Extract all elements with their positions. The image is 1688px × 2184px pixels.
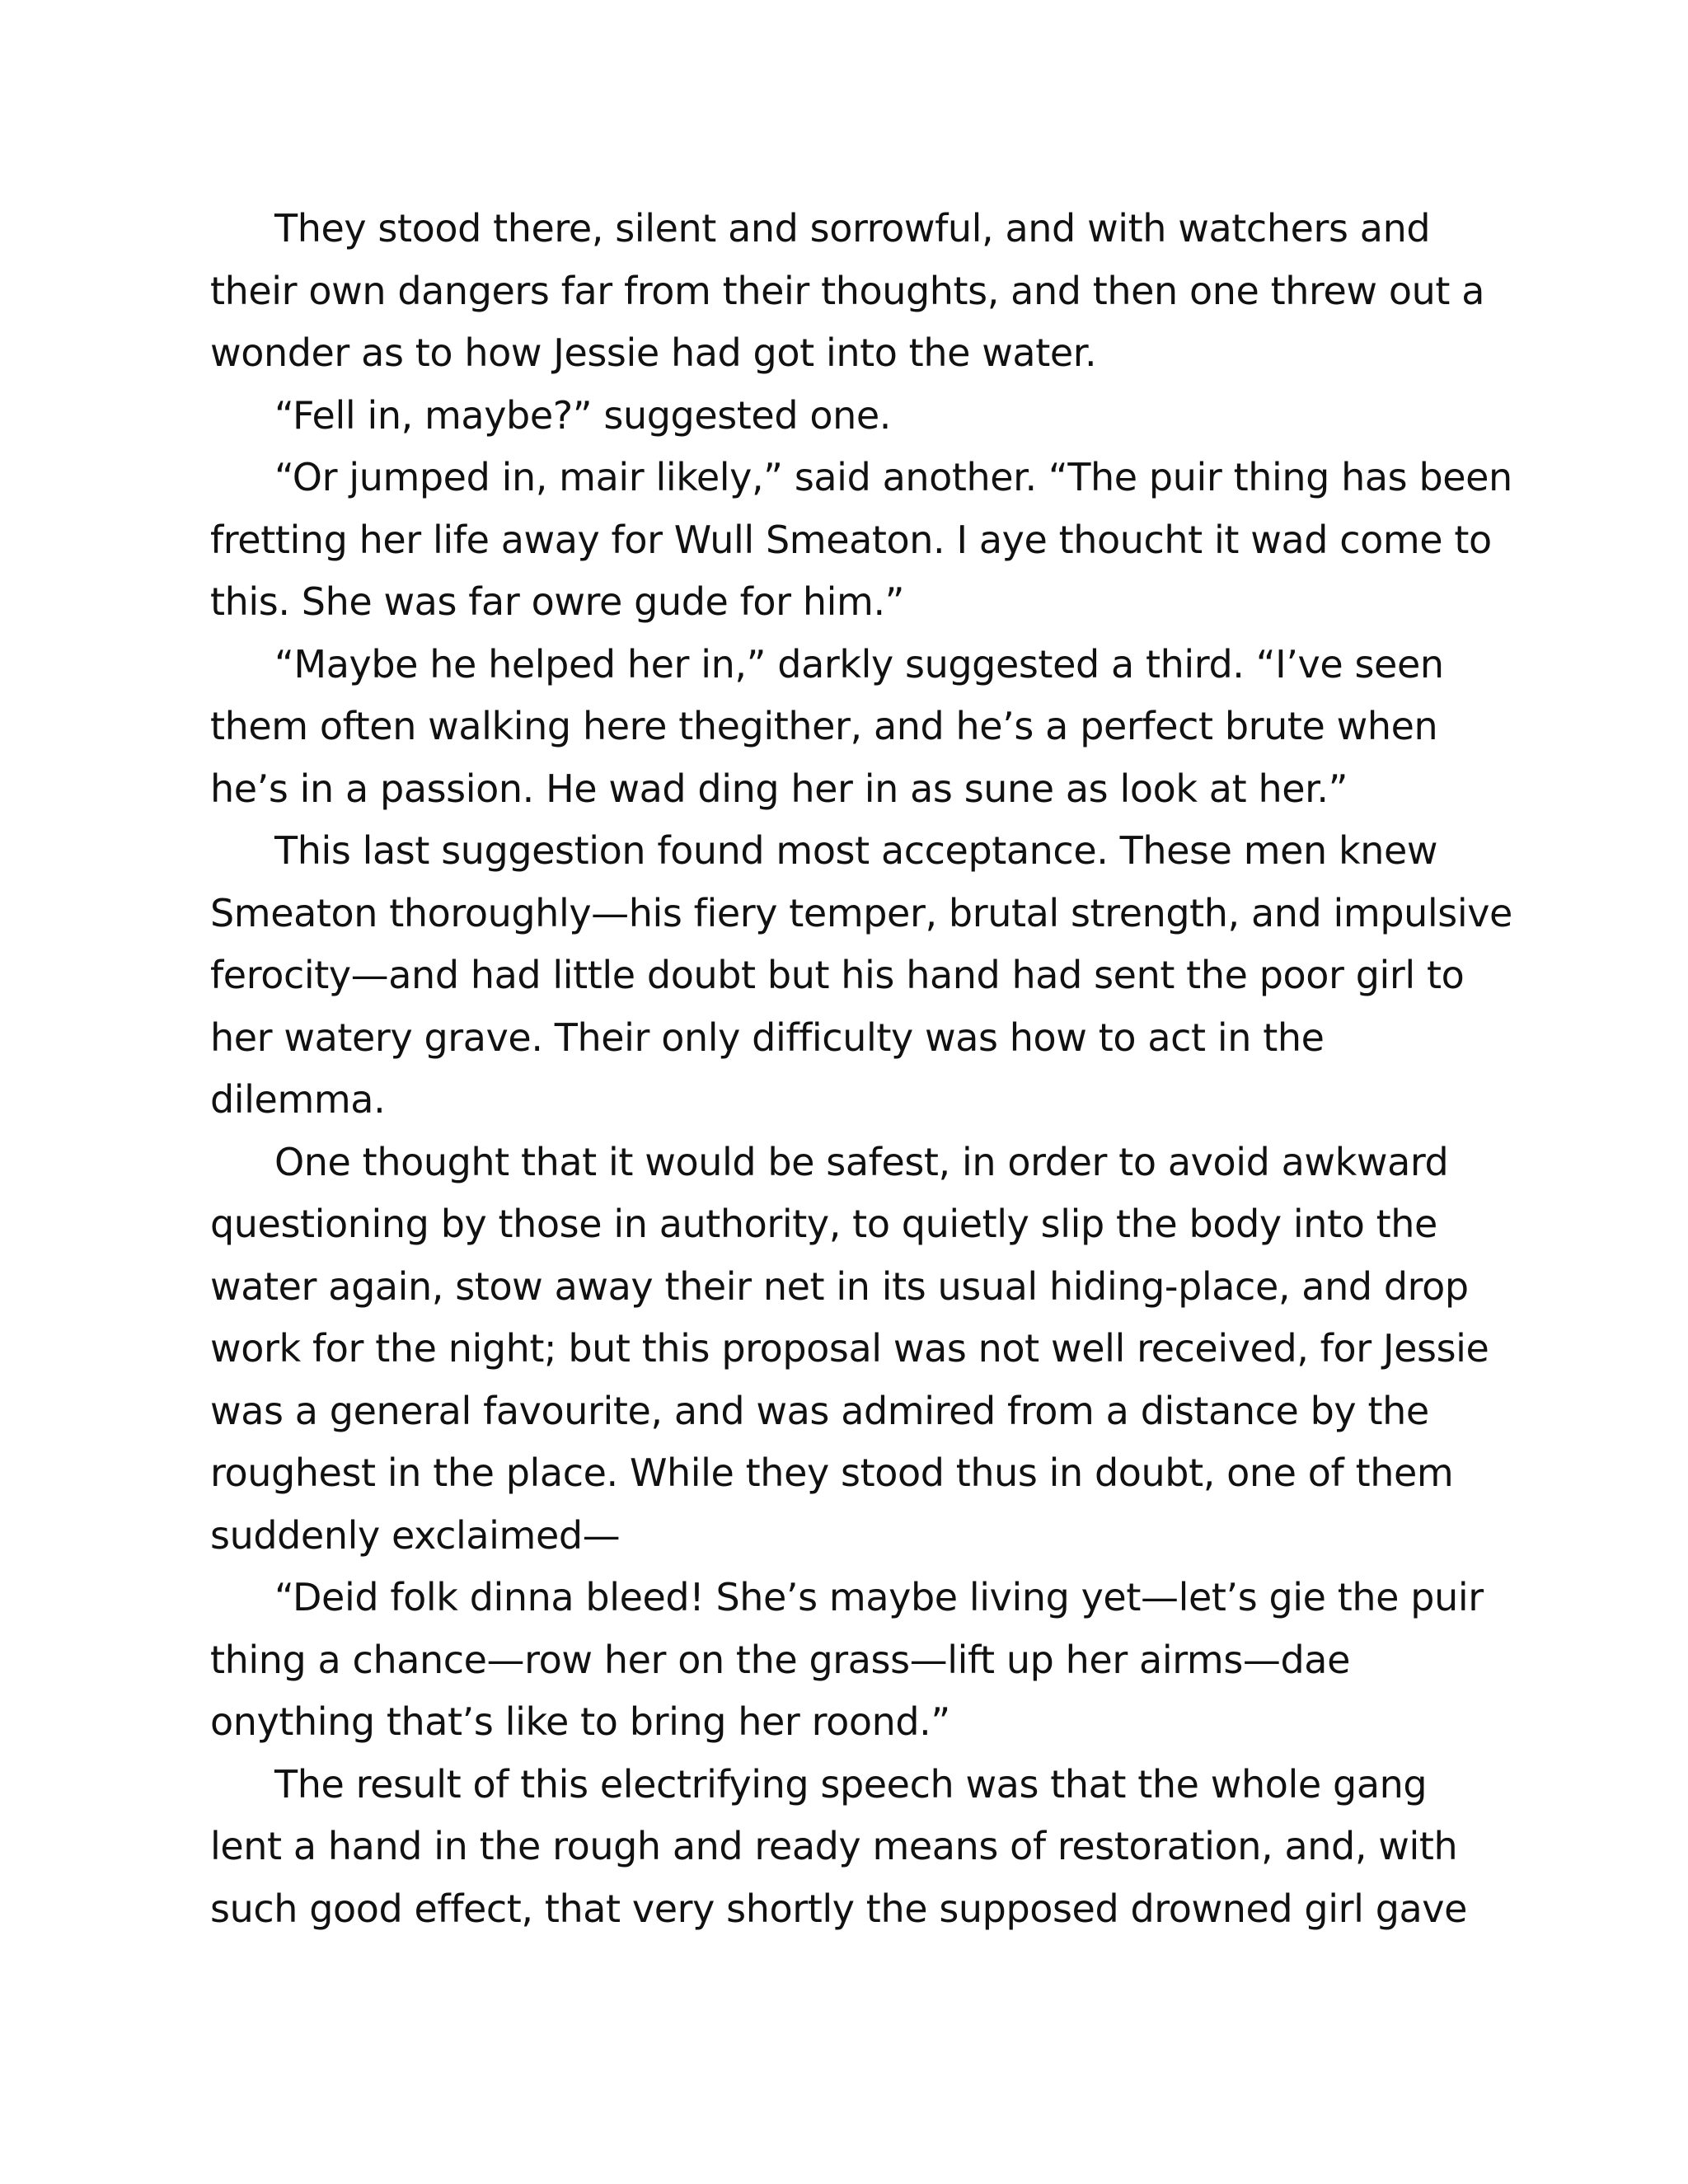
text-line: this. She was far owre gude for him.” (210, 579, 905, 624)
text-line: This last suggestion found most acceptance. These men knew (274, 828, 1438, 873)
text-line: lent a hand in the rough and ready means of restoration, and, with (210, 1824, 1458, 1868)
text-line: dilemma. (210, 1077, 386, 1122)
text-line: “Or jumped in, mair likely,” said another. “The puir thing has been (274, 455, 1512, 499)
text-line: questioning by those in authority, to quietly slip the body into the (210, 1202, 1437, 1246)
text-line: water again, stow away their net in its usual hiding-place, and drop (210, 1263, 1469, 1309)
text-line: They stood there, silent and sorrowful, and with watchers and (274, 206, 1431, 251)
text-line: “Deid folk dinna bleed! She’s maybe living yet—let’s gie the puir (274, 1575, 1484, 1619)
text-line: he’s in a passion. He wad ding her in as sune as look at her.” (210, 766, 1348, 811)
text-line: “Maybe he helped her in,” darkly suggested a third. “I’ve seen (274, 641, 1444, 687)
text-line: The result of this electrifying speech was that the whole gang (274, 1761, 1428, 1807)
body-text (210, 198, 1512, 1940)
text-line: was a general favourite, and was admired from a distance by the (210, 1388, 1429, 1433)
text-line: Smeaton thoroughly—his fiery temper, brutal strength, and impulsive (210, 890, 1512, 935)
text-line: fretting her life away for Wull Smeaton. I aye thoucht it wad come to (210, 517, 1492, 562)
text-line: thing a chance—row her on the grass—lift up her airms—dae (210, 1637, 1350, 1682)
text-line: their own dangers far from their thoughts, and then one threw out a (210, 268, 1485, 313)
text-line: roughest in the place. While they stood thus in doubt, one of them (210, 1451, 1454, 1495)
text-line: ferocity—and had little doubt but his hand had sent the poor girl to (210, 953, 1465, 997)
text-line: suddenly exclaimed— (210, 1512, 621, 1558)
text-line: One thought that it would be safest, in order to avoid awkward (274, 1139, 1449, 1184)
text-line: them often walking here thegither, and he’s a perfect brute when (210, 704, 1438, 748)
text-line: her watery grave. Their only difficulty was how to act in the (210, 1015, 1325, 1060)
text-line: such good effect, that very shortly the supposed drowned girl gave (210, 1886, 1468, 1931)
text-line: work for the night; but this proposal was not well received, for Jessie (210, 1326, 1489, 1371)
text-line: “Fell in, maybe?” suggested one. (274, 392, 891, 438)
text-line: wonder as to how Jessie had got into the water. (210, 330, 1097, 375)
text-line: onything that’s like to bring her roond.” (210, 1699, 950, 1744)
